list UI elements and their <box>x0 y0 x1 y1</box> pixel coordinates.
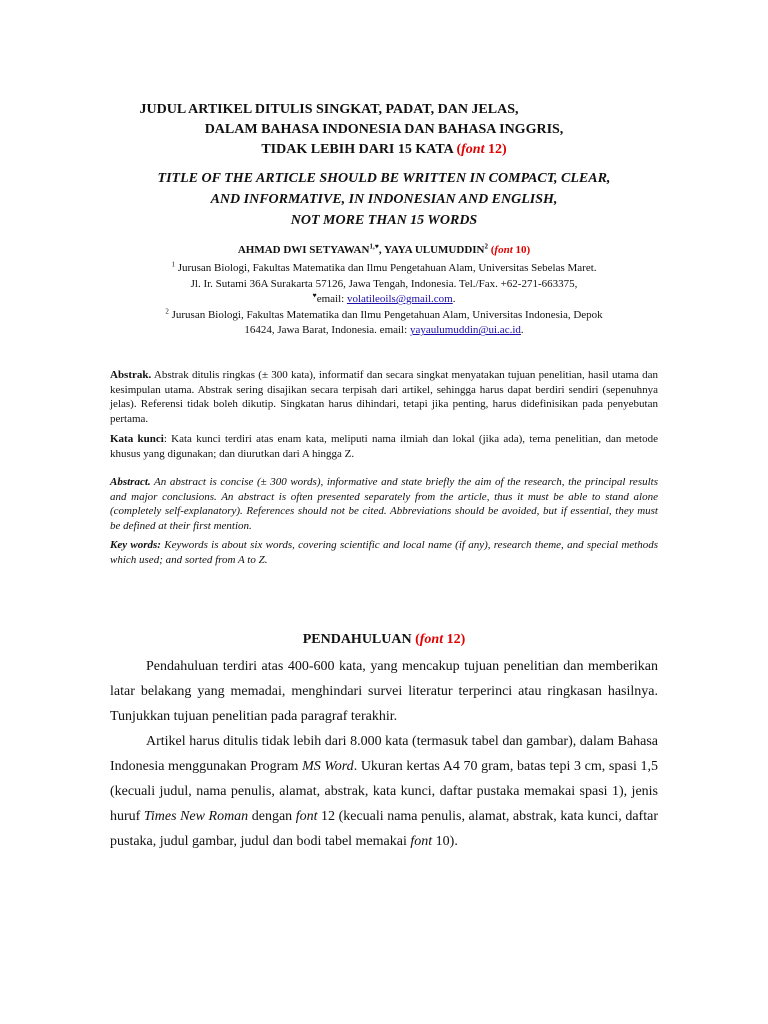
affiliation-2-line-1 <box>110 308 658 324</box>
abstract-label: Abstract. <box>110 476 151 488</box>
affiliation-2-line-2 <box>110 323 658 339</box>
affiliation-1-marker: 1 <box>171 260 175 269</box>
section-heading-text: PENDAHULUAN <box>302 632 416 647</box>
paragraph-2-italic-2: Times New Roman <box>143 809 249 824</box>
font-note-open: ( <box>488 244 495 256</box>
affiliation-2-text-2: 16424, Jawa Barat, Indonesia. email: <box>244 324 410 337</box>
section-heading <box>0 631 768 649</box>
paragraph-2-italic-3: font <box>295 809 318 824</box>
author-1-name: AHMAD DWI SETYAWAN <box>237 244 370 256</box>
author-2-marker: 2 <box>484 242 488 251</box>
author-1-marker: 1,♥ <box>369 242 379 251</box>
font-note-rest: 12) <box>484 142 507 157</box>
affiliation-1 <box>110 261 658 308</box>
abstract-block <box>110 475 658 533</box>
title-id-line-3 <box>0 140 768 160</box>
keywords-block <box>110 538 658 567</box>
paragraph-2-text-5: 10). <box>432 834 458 849</box>
keywords-text: Keywords is about six words, covering scientific and local name (if any), research theme, and special methods which used; and sorted from A to Z. <box>110 539 658 566</box>
font-note-italic: font <box>461 142 485 157</box>
font-note-rest: 10) <box>512 244 531 256</box>
kata-kunci-label: Kata kunci <box>110 433 164 445</box>
title-indonesian <box>0 100 768 160</box>
title-english <box>0 168 768 231</box>
abstrak-label: Abstrak. <box>110 369 152 381</box>
body-paragraph-1: Pendahuluan terdiri atas 400-600 kata, yang mencakup tujuan penelitian dan memberikan latar belakang yang memadai, menghindari survei literatur terperinci atau ringkasan hasilnya. Tunjukkan tujuan penelitian pada paragraf terakhir. <box>110 659 658 724</box>
title-id-line-2: DALAM BAHASA INDONESIA DAN BAHASA INGGRIS, <box>204 122 564 137</box>
font-note-italic: font <box>494 244 513 256</box>
author-line <box>0 243 768 257</box>
kata-kunci-text: : Kata kunci terdiri atas enam kata, meliputi nama ilmiah dan lokal (jika ada), tema penelitian, dan metode khusus yang digunakan; dan diurutkan dari A hingga Z. <box>110 433 658 460</box>
kata-kunci-block <box>110 432 658 461</box>
abstrak-text: Abstrak ditulis ringkas (± 300 kata), informatif dan secara singkat menyatakan tujuan penelitian, hasil utama dan kesimpulan utama. Abstrak sering disajikan secara terpisah dari artikel, sehingga harus dapat berdiri sendiri (sepenuhnya jelas). Referensi tidak boleh dikutip. Singkatan harus dihindari, tetapi jika penting, harus didefinisikan pada penyebutan pertama. <box>110 369 658 425</box>
author-separator: , <box>378 244 384 256</box>
abstrak-block <box>110 368 658 426</box>
paragraph-2-italic-1: MS Word <box>302 759 354 774</box>
title-en-line-3: NOT MORE THAN 15 WORDS <box>290 213 478 228</box>
font-note-italic: font <box>419 632 444 647</box>
paragraph-2-italic-4: font <box>410 834 433 849</box>
title-id-line-3-text: TIDAK LEBIH DARI 15 KATA <box>261 142 453 157</box>
affiliation-2-text: Jurusan Biologi, Fakultas Matematika dan Ilmu Pengetahuan Alam, Universitas Indonesia, Depok <box>168 308 603 321</box>
title-en-line-1: TITLE OF THE ARTICLE SHOULD BE WRITTEN IN COMPACT, CLEAR, <box>157 171 611 186</box>
paragraph-2-text-1: Artikel harus ditulis tidak lebih dari 8.000 kata (termasuk tabel dan gambar), dalam Bahasa Indonesia menggunakan Program <box>110 734 658 774</box>
email-link-2[interactable]: yayaulumuddin@ui.ac.id <box>409 324 521 337</box>
affiliation-1-line-2: Jl. Ir. Sutami 36A Surakarta 57126, Jawa Tengah, Indonesia. Tel./Fax. +62-271-663375, <box>190 277 578 290</box>
font-note-open: ( <box>415 632 420 647</box>
email-end: . <box>452 293 456 306</box>
affiliation-1-text: Jurusan Biologi, Fakultas Matematika dan Ilmu Pengetahuan Alam, Universitas Sebelas Maret. <box>174 262 597 274</box>
title-font-note <box>456 142 506 157</box>
font-note-open: ( <box>456 142 462 157</box>
affiliation-1-line-1 <box>110 261 658 277</box>
affiliation-2-marker: 2 <box>165 307 169 316</box>
corresponding-marker: ♥ <box>312 291 317 300</box>
email-end: . <box>520 324 524 337</box>
title-en-line-2: AND INFORMATIVE, IN INDONESIAN AND ENGLISH, <box>210 192 558 207</box>
paragraph-2-text-3: dengan <box>248 809 296 824</box>
authors-font-note <box>488 244 530 256</box>
font-note-rest: 12) <box>443 632 466 647</box>
email-label: email: <box>316 293 347 306</box>
affiliation-1-email-line <box>110 292 658 308</box>
paragraph-2-text-4: 12 (kecuali nama penulis, alamat, abstrak, kata kunci, daftar pustaka, judul gambar, judul dan bodi tabel memakai <box>110 809 658 849</box>
keywords-label: Key words: <box>110 539 161 551</box>
title-id-line-1: JUDUL ARTIKEL DITULIS SINGKAT, PADAT, DAN JELAS, <box>139 102 519 117</box>
affiliation-2 <box>110 308 658 339</box>
author-2-name: YAYA ULUMUDDIN <box>383 244 485 256</box>
email-link-1[interactable]: volatileoils@gmail.com <box>346 293 453 306</box>
body-paragraph-2 <box>110 729 658 854</box>
abstract-text: An abstract is concise (± 300 words), informative and state briefly the aim of the research, the principal results and major conclusions. An abstract is often presented separately from the article, thus it must be able to stand alone (completely self-explanatory). References should not be cited. Abbreviations should be avoided, but if essential, they must be defined at their first mention. <box>110 476 658 532</box>
affiliations <box>110 261 658 339</box>
section-font-note <box>415 632 465 647</box>
paragraph-2-text-2: . Ukuran kertas A4 70 gram, batas tepi 3 cm, spasi 1,5 (kecuali judul, nama penulis, alamat, abstrak, kata kunci, daftar pustaka memakai spasi 1), jenis huruf <box>110 759 658 824</box>
